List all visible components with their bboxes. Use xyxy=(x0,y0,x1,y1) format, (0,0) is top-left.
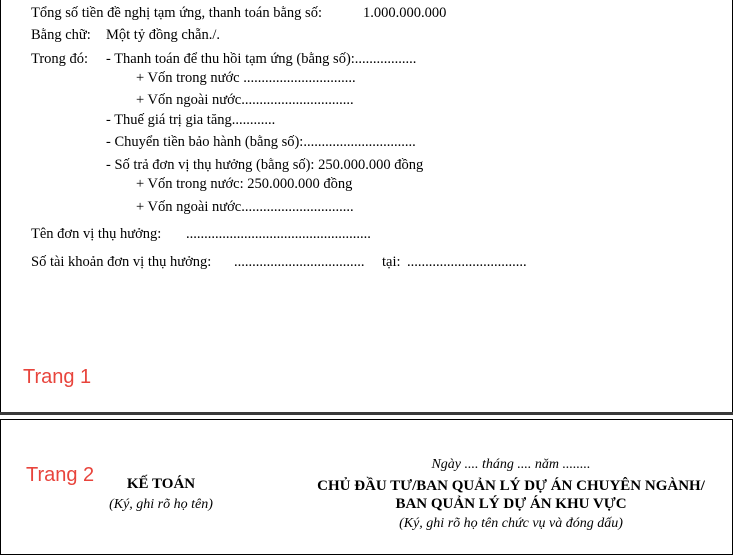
accountant-signature-note: (Ký, ghi rõ họ tên) xyxy=(109,497,213,512)
item-beneficiary-payment: - Số trả đơn vị thụ hưởng (bằng số): 250.000.000 đồng xyxy=(106,157,424,173)
bank-at-field: ................................. xyxy=(407,254,527,270)
amount-in-words-label: Bằng chữ: xyxy=(31,27,91,43)
page-2 xyxy=(0,420,733,555)
date-line: Ngày .... tháng .... năm ........ xyxy=(431,457,591,472)
beneficiary-name-field: ................................................... xyxy=(186,226,371,242)
beneficiary-name-label: Tên đơn vị thụ hưởng: xyxy=(31,226,162,242)
account-number-label: Số tài khoản đơn vị thụ hưởng: xyxy=(31,254,212,270)
item-foreign-capital-1: + Vốn ngoài nước............................... xyxy=(136,92,354,108)
page-2-label: Trang 2 xyxy=(26,464,95,486)
item-vat: - Thuế giá trị gia tăng............ xyxy=(106,112,276,128)
page-separator-top xyxy=(0,412,733,415)
page-1-label: Trang 1 xyxy=(23,366,92,388)
owner-signature-note: (Ký, ghi rõ họ tên chức vụ và đóng dấu) xyxy=(399,516,623,531)
total-amount-value: 1.000.000.000 xyxy=(363,5,447,21)
accountant-title: KẾ TOÁN xyxy=(126,476,196,492)
item-foreign-capital-2: + Vốn ngoài nước............................... xyxy=(136,199,354,215)
total-amount-label: Tổng số tiền đề nghị tạm ứng, thanh toán bằng số: xyxy=(31,5,322,21)
amount-in-words-value: Một tỷ đồng chẵn./. xyxy=(106,27,220,43)
account-number-field: .................................... xyxy=(234,254,365,270)
item-domestic-capital-1: + Vốn trong nước ............................... xyxy=(136,70,356,86)
item-advance-recovery: - Thanh toán để thu hồi tạm ứng (bằng số):................. xyxy=(106,51,417,67)
owner-title-line-2: BAN QUẢN LÝ DỰ ÁN KHU VỰC xyxy=(395,496,627,512)
of-which-label: Trong đó: xyxy=(31,51,89,67)
owner-title-line-1: CHỦ ĐẦU TƯ/BAN QUẢN LÝ DỰ ÁN CHUYÊN NGÀNH/ xyxy=(317,478,705,494)
item-warranty-transfer: - Chuyển tiền bảo hành (bằng số):............................... xyxy=(106,134,416,150)
bank-at-label: tại: xyxy=(382,254,401,270)
item-domestic-capital-2: + Vốn trong nước: 250.000.000 đồng xyxy=(136,176,353,192)
